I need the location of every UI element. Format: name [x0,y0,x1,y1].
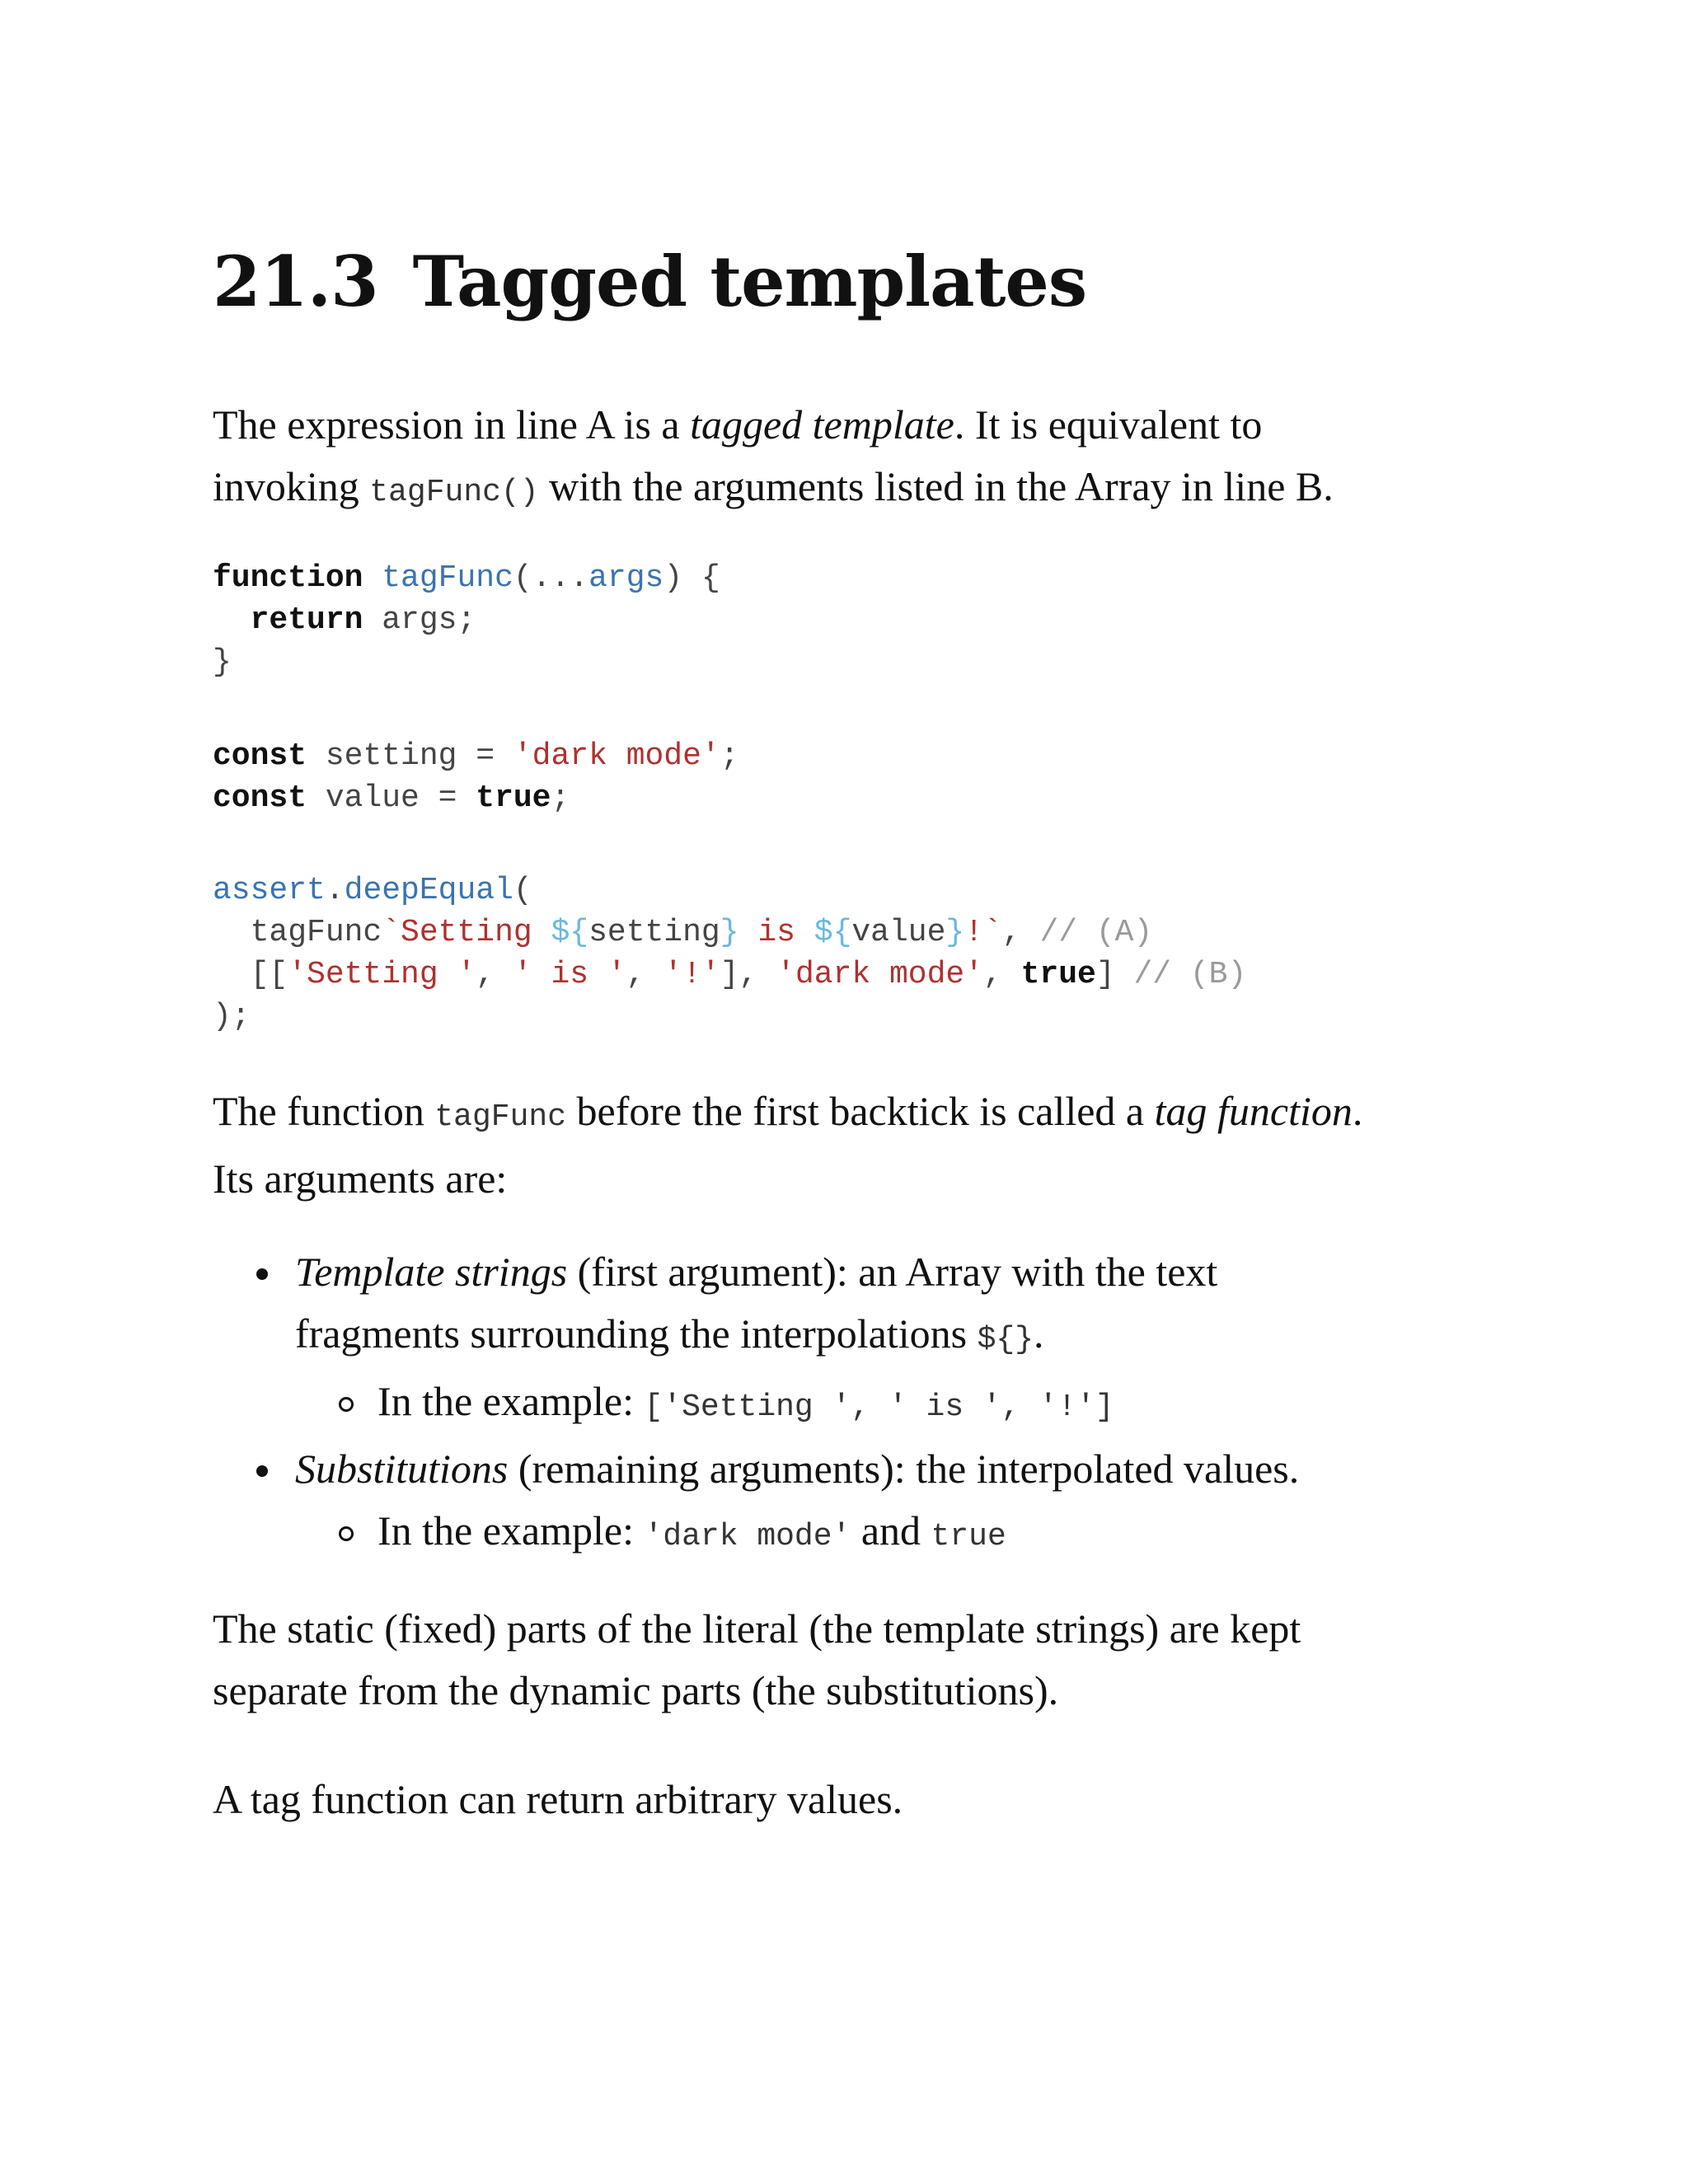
emphasis-tagged-template: tagged template [690,401,954,448]
section-number: 21.3 [213,241,378,322]
text: In the example: [377,1507,645,1554]
emphasis-substitutions: Substitutions [295,1446,509,1492]
sub-list-item [213,1371,1299,1438]
code-function-name: deepEqual [344,873,513,908]
code-block-tagfunc [213,557,720,683]
text: The expression in line A is a [213,401,691,448]
code-literal: true [1020,957,1096,992]
code-text: tagFunc [250,915,382,950]
section-heading [213,241,1087,322]
text: (remaining arguments): the interpolated values. [508,1446,1300,1492]
code-spread: ... [532,560,589,596]
code-comment: // (B) [1133,957,1247,992]
text: with the arguments listed in the Array in line B. [538,463,1334,509]
code-text: value [851,915,946,950]
code-text: args; [363,602,476,638]
code-param: args [588,560,664,596]
code-block-assert [213,869,1246,1038]
text: Its arguments are: [213,1155,508,1202]
text: (first argument): an Array with the text [567,1249,1218,1295]
text: The function [213,1088,435,1134]
code-string: 'Setting ' [288,957,476,992]
text: invoking [213,463,370,509]
text: The static (fixed) parts of the literal (the template strings) are kept [213,1605,1301,1652]
code-interp: ${ [551,915,589,950]
code-interp: ${ [814,915,852,950]
code-keyword: const [213,780,307,816]
sub-list-item [213,1500,1299,1568]
section-title: Tagged templates [412,241,1087,322]
text: and [851,1507,931,1554]
emphasis-tag-function: tag function [1154,1088,1353,1134]
code-punct: , [626,957,664,992]
code-interp: } [720,915,739,950]
code-punct: ], [720,957,777,992]
code-keyword: const [213,738,307,774]
text: . [1034,1310,1044,1357]
code-punct: ( [513,873,532,908]
code-text: setting = [307,738,513,774]
code-punct: , [1001,915,1040,950]
code-punct: ; [720,738,739,774]
code-block-consts [213,735,739,819]
code-punct: ) { [663,560,720,596]
tag-function-paragraph [213,1080,1362,1210]
code-keyword: function [213,560,363,596]
code-punct: } [213,644,232,680]
inline-code: tagFunc [434,1099,567,1135]
text: . [1352,1088,1363,1134]
list-item [213,1241,1299,1371]
code-string: 'dark mode' [776,957,983,992]
code-punct: , [476,957,513,992]
text: . It is equivalent to [954,401,1263,448]
code-punct: [[ [250,957,288,992]
inline-code: ${} [977,1322,1034,1357]
inline-code: tagFunc() [369,475,539,510]
code-text: setting [588,915,720,950]
inline-code: ['Setting ', ' is ', '!'] [644,1390,1114,1425]
static-parts-paragraph [213,1598,1301,1722]
inline-code: true [931,1519,1006,1554]
code-punct: . [325,873,345,908]
text: fragments surrounding the interpolations [295,1310,978,1357]
code-punct: ( [513,560,532,596]
code-punct: ); [213,999,251,1034]
code-string: '!' [663,957,720,992]
code-literal: true [476,780,551,816]
text: A tag function can return arbitrary values. [213,1776,903,1822]
text: separate from the dynamic parts (the substitutions). [213,1667,1059,1713]
code-string: is [738,915,814,950]
inline-code: 'dark mode' [644,1519,851,1554]
text: In the example: [377,1378,645,1424]
text: before the first backtick is called a [566,1088,1155,1134]
list-item [213,1438,1299,1500]
code-string: `Setting [382,915,551,950]
code-string: !` [964,915,1002,950]
code-punct: ] [1095,957,1134,992]
code-string: ' is ' [513,957,626,992]
code-string: 'dark mode' [513,738,720,774]
code-comment: // (A) [1039,915,1153,950]
code-interp: } [945,915,965,950]
emphasis-template-strings: Template strings [295,1249,568,1295]
code-text: value = [307,780,476,816]
code-keyword: return [250,602,363,638]
intro-paragraph [213,394,1334,523]
arguments-list [213,1241,1299,1568]
code-object: assert [213,873,326,908]
return-values-paragraph [213,1769,903,1830]
code-punct: , [983,957,1021,992]
code-punct: ; [551,780,570,816]
code-function-name: tagFunc [382,560,513,596]
